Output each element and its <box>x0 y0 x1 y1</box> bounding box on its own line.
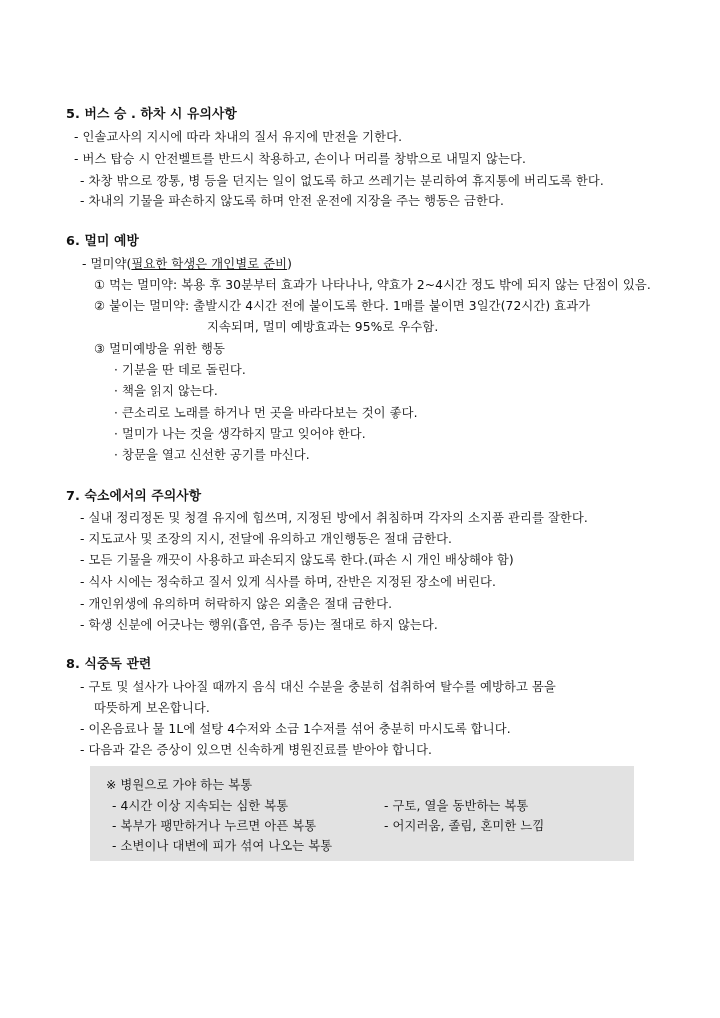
food-item-rest: - 구토 및 설사가 나아질 때까지 음식 대신 수분을 충분히 섭취하여 탈수를 예방하고 몸을 <box>80 680 556 694</box>
notice-left-item: - 소변이나 대변에 피가 섞여 나오는 복통 <box>112 839 333 853</box>
motion-note-suffix: ) <box>287 257 293 271</box>
motion-item-oral: ① 먹는 멀미약: 복용 후 30분부터 효과가 나타나나, 약효가 2~4시간 정도 밖에 되지 않는 단점이 있음. <box>94 278 651 292</box>
food-item-rest-continued: 따뜻하게 보온합니다. <box>94 701 210 715</box>
food-item-hospital: - 다음과 같은 증상이 있으면 신속하게 병원진료를 받아야 합니다. <box>80 743 433 757</box>
behavior-item: · 멀미가 나는 것을 생각하지 말고 잊어야 한다. <box>114 427 366 441</box>
hospital-notice-box <box>90 766 634 861</box>
motion-item-patch: ② 붙이는 멀미약: 출발시간 4시간 전에 붙이도록 한다. 1매를 붙이면 3일간(72시간) 효과가 <box>94 299 591 313</box>
section-heading-bus: 5. 버스 승 . 하차 시 유의사항 <box>66 107 237 122</box>
lodging-item: - 실내 정리정돈 및 청결 유지에 힘쓰며, 지정된 방에서 취침하며 각자의 소지품 관리를 잘한다. <box>80 511 588 525</box>
bus-item: - 차창 밖으로 깡통, 병 등을 던지는 일이 없도록 하고 쓰레기는 분리하여 휴지통에 버리도록 한다. <box>80 174 604 188</box>
lodging-item: - 지도교사 및 조장의 지시, 전달에 유의하고 개인행동은 절대 금한다. <box>80 532 453 546</box>
notice-left-item: - 복부가 팽만하거나 누르면 아픈 복통 <box>112 819 317 833</box>
food-item-drink: - 이온음료나 물 1L에 설탕 4수저와 소금 1수저를 섞어 충분히 마시도록 합니다. <box>80 722 511 736</box>
motion-item-behavior-title: ③ 멀미예방을 위한 행동 <box>94 342 225 356</box>
notice-right-item: - 어지러움, 졸림, 혼미한 느낌 <box>384 819 545 833</box>
behavior-item: · 큰소리로 노래를 하거나 먼 곳을 바라다보는 것이 좋다. <box>114 406 418 420</box>
bus-item: - 인솔교사의 지시에 따라 차내의 질서 유지에 만전을 기한다. <box>74 130 403 144</box>
lodging-item: - 학생 신분에 어긋나는 행위(흡연, 음주 등)는 절대로 하지 않는다. <box>80 618 438 632</box>
lodging-item: - 식사 시에는 정숙하고 질서 있게 식사를 하며, 잔반은 지정된 장소에 버린다. <box>80 575 497 589</box>
behavior-item: · 기분을 딴 데로 돌린다. <box>114 363 246 377</box>
motion-note-underlined: 필요한 학생은 개인별로 준비 <box>131 257 288 271</box>
notice-right-item: - 구토, 열을 동반하는 복통 <box>384 799 529 813</box>
motion-item-patch-continued: 지속되며, 멀미 예방효과는 95%로 우수함. <box>207 320 439 334</box>
lodging-item: - 모든 기물을 깨끗이 사용하고 파손되지 않도록 한다.(파손 시 개인 배상해야 함) <box>80 553 514 567</box>
behavior-item: · 창문을 열고 신선한 공기를 마신다. <box>114 448 310 462</box>
motion-medicine-note <box>82 256 292 272</box>
notice-left-item: - 4시간 이상 지속되는 심한 복통 <box>112 799 289 813</box>
notice-title: ※ 병원으로 가야 하는 복통 <box>106 778 253 792</box>
section-heading-food: 8. 식중독 관련 <box>66 657 152 672</box>
section-heading-motion: 6. 멀미 예방 <box>66 234 139 249</box>
section-heading-lodging: 7. 숙소에서의 주의사항 <box>66 489 202 504</box>
motion-note-prefix: - 멀미약( <box>82 257 132 271</box>
bus-item: - 버스 탑승 시 안전벨트를 반드시 착용하고, 손이나 머리를 창밖으로 내밀지 않는다. <box>74 152 526 166</box>
lodging-item: - 개인위생에 유의하며 허락하지 않은 외출은 절대 금한다. <box>80 597 393 611</box>
bus-item: - 차내의 기물을 파손하지 않도록 하며 안전 운전에 지장을 주는 행동은 금한다. <box>80 194 504 208</box>
behavior-item: · 책을 읽지 않는다. <box>114 384 218 398</box>
